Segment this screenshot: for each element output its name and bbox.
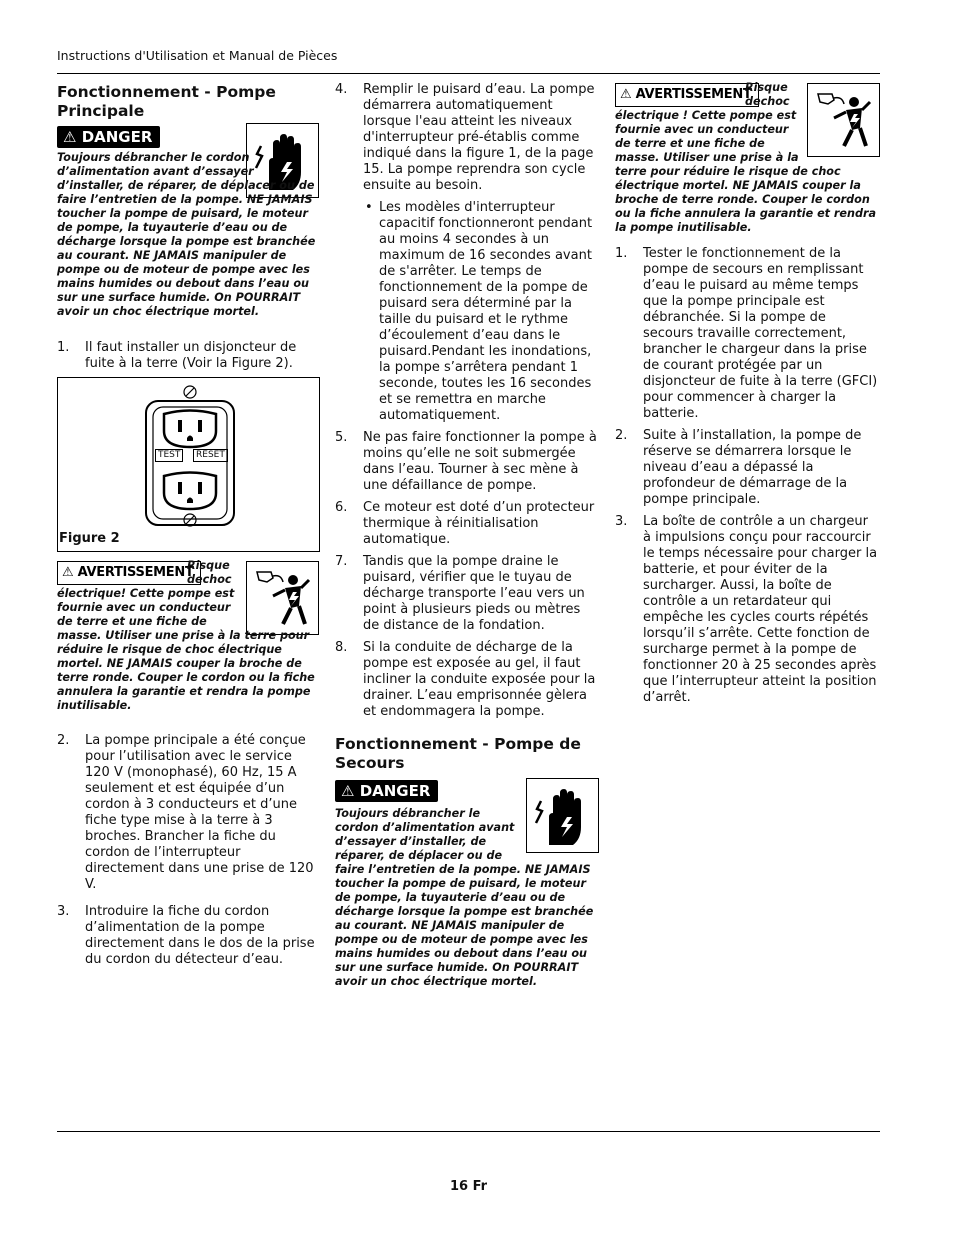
warning-label: AVERTISSEMENT	[77, 565, 194, 580]
danger-label: DANGER	[81, 128, 153, 146]
header-rule	[57, 73, 880, 74]
page-number: 16 Fr	[450, 1179, 488, 1194]
warning-text: Risque dechoc électrique ! Cette pompe est fournie avec un conducteur de terre et une fiche de masse. Utiliser une prise à la terre pour réduire le risque de choc électrique mortel. NE JAMAIS couper la broche de terre ronde. Couper le cordon ou la fiche annulera la garantie et rendra la pompe inutilisable.	[615, 81, 877, 234]
warning-text: Risque dechoc électrique! Cette pompe est fournie avec un conducteur de terre et une fiche de masse. Utiliser une prise à la terre pour réduire le risque de choc électrique mortel. NE JAMAIS couper la broche de terre ronde. Couper le cordon ou la fiche annulera la garantie et rendra la pompe inutilisable.	[57, 559, 315, 712]
bullet-item: • Les modèles d'interrupteur capacitif fonctionneront pendant au moins 4 secondes à un maximum de 16 secondes avant de s'arrêter. Le temps de fonctionnement de la pompe de puisard sera déterminé par la taille du puisard et le rythme d’écoulement d’eau dans le puisard.Pendant les inondations, la pompe s’arrêtera pendant 1 seconde, toutes les 16 secondes et se remettra en marche automatiquement.	[363, 200, 597, 424]
danger-text: Toujours débrancher le cordon d’alimentation avant d’essayer d’installer, de réparer, de déplacer ou de faire l’entretien de la pompe. NE JAMAIS toucher la pompe de puisard, le moteur de pompe, la tuyauterie d’eau ou de décharge lorsque la pompe est branchée au courant. NE JAMAIS manipuler de pompe ou de moteur de pompe avec les mains humides ou debout dans l’eau ou sur une surface humide. On POURRAIT avoir un choc électrique mortel.	[57, 151, 316, 318]
list-item: 7. Tandis que la pompe draine le puisard, vérifier que le tuyau de décharge transporte l’eau vers un point à plusieurs pieds ou mètres de distance de la fondation.	[335, 554, 585, 633]
test-button: TEST	[155, 449, 183, 462]
figure-2-frame	[57, 377, 320, 552]
danger-label: DANGER	[359, 782, 431, 800]
list-item: 3. Introduire la fiche du cordon d’alimentation de la pompe directement dans le dos de la prise du cordon du détecteur d’eau.	[57, 904, 315, 967]
reset-button: RESET	[193, 449, 228, 462]
list-item: 2. La pompe principale a été conçue pour l’utilisation avec le service 120 V (monophasé), 60 Hz, 15 A seulement et est équipée d’un cordon à 3 conducteurs et d’une fiche type mise à la terre à 3 broches. Brancher la fiche du cordon de l’interrupteur directement dans une prise de 120 V.	[57, 733, 314, 892]
list-item: 1. Tester le fonctionnement de la pompe de secours en remplissant d’eau le puisard au même temps que la pompe principale est débranchée. Si la pompe de secours travaille correctement, brancher le chargeur dans la prise de courant protégée par un disjoncteur de fuite à la terre (GFCI) pour commencer à charger la batterie.	[615, 246, 878, 421]
list-item: 8. Si la conduite de décharge de la pompe est exposée au gel, il faut incliner la conduite exposée pour la drainer. L’eau emprisonnée gèlera et endommagera la pompe.	[335, 640, 596, 719]
warning-triangle-icon: ⚠	[63, 128, 77, 146]
warning-label: AVERTISSEMENT	[635, 87, 752, 102]
section-heading-backup-pump: Fonctionnement - Pompe de Secours	[335, 735, 581, 772]
danger-badge	[57, 126, 160, 148]
warning-triangle-icon: ⚠	[341, 782, 355, 800]
footer-rule	[57, 1131, 880, 1132]
danger-text: Toujours débrancher le cordon d’alimentation avant d’essayer d’installer, de réparer, de déplacer ou de faire l’entretien de la pompe. NE JAMAIS toucher la pompe de puisard, le moteur de pompe, la tuyauterie d’eau ou de décharge lorsque la pompe est branchée au courant. NE JAMAIS manipuler de pompe ou de moteur de pompe avec les mains humides ou debout dans l’eau ou sur une surface humide. On POURRAIT avoir un choc électrique mortel.	[335, 807, 594, 988]
danger-badge	[335, 780, 438, 802]
list-item: 1. Il faut installer un disjoncteur de fuite à la terre (Voir la Figure 2).	[57, 340, 297, 371]
list-item: 3. La boîte de contrôle a un chargeur à impulsions conçu pour raccourcir le temps nécessaire pour charger la batterie, et pour éviter de la surcharger. Aussi, la boîte de contrôle a un retardateur qui empêche les cycles courts répétés lorsqu’il s’arrête. Cette fonction de surcharge permet à la pompe de fonctionner 20 à 25 secondes après que l’interrupteur atteint la position d’arrêt.	[615, 514, 878, 705]
warning-triangle-icon: ⚠	[62, 565, 74, 580]
section-heading-main-pump: Fonctionnement - Pompe Principale	[57, 83, 276, 120]
running-header: Instructions d'Utilisation et Manual de Pièces	[57, 48, 338, 63]
list-item: 4. Remplir le puisard d’eau. La pompe démarrera automatiquement lorsque l'eau atteint les niveaux d'interrupteur pré-établis comme indiqué dans la figure 1, de la page 15. La pompe reprendra son cycle ensuite au besoin. • Les modèles d'interrupteur capacitif fonctionneront pendant au moins 4 secondes à un maximum de 16 secondes avant de s'arrêter. Le temps de fonctionnement de la pompe de puisard sera déterminé par la taille du puisard et le rythme d’écoulement d’eau dans le puisard.Pendant les inondations, la pompe s’arrêtera pendant 1 seconde, toutes les 16 secondes et se remettra en marche automatiquement.	[335, 82, 597, 424]
figure-caption: Figure 2	[59, 531, 120, 546]
warning-triangle-icon: ⚠	[620, 87, 632, 102]
list-item: 5. Ne pas faire fonctionner la pompe à moins qu’elle ne soit submergée dans l’eau. Tourner à sec mène à une défaillance de pompe.	[335, 430, 597, 493]
list-item: 2. Suite à l’installation, la pompe de réserve se démarrera lorsque le niveau d’eau a dépassé la profondeur de démarrage de la pompe principale.	[615, 428, 862, 507]
list-item: 6. Ce moteur est doté d’un protecteur thermique à réinitialisation automatique.	[335, 500, 595, 547]
